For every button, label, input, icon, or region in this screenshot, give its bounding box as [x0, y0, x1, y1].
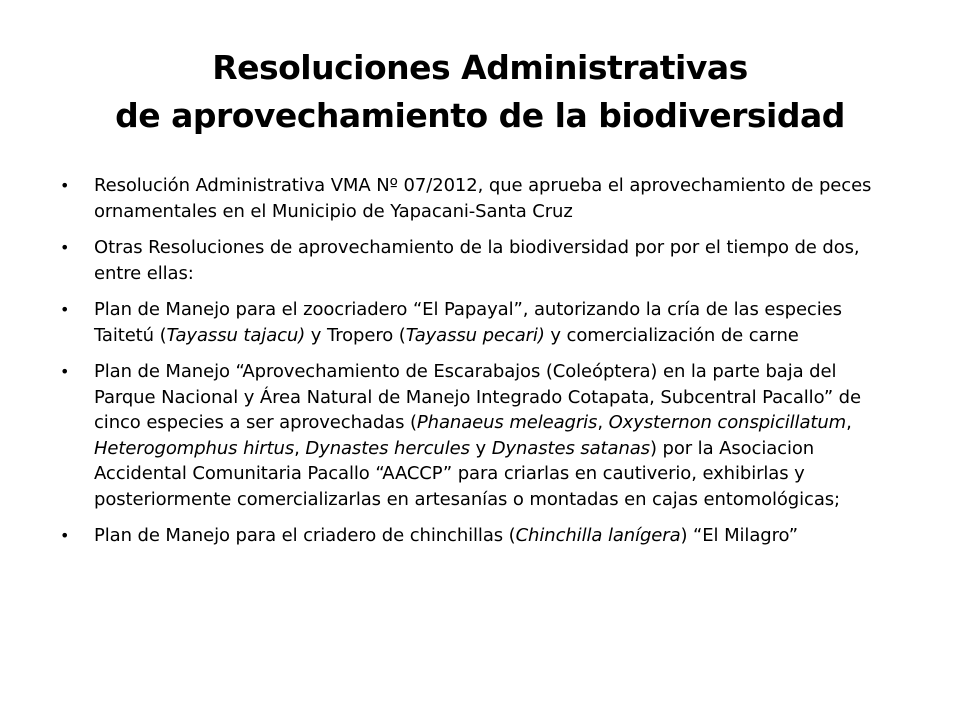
species-name: Phanaeus meleagris	[416, 412, 598, 433]
bullet-item-1	[60, 173, 890, 224]
bullet-text: Otras Resoluciones de aprovechamiento de la biodiversidad por por el tiempo de dos, entre ellas:	[94, 237, 860, 284]
bullet-dot: •	[60, 362, 70, 381]
bullet-dot: •	[60, 176, 70, 195]
bullet-item-2	[60, 235, 890, 286]
species-name: Chinchilla lanígera	[515, 525, 681, 546]
bullet-dot: •	[60, 300, 70, 319]
bullet-dot: •	[60, 238, 70, 257]
bullet-text: ,	[597, 412, 609, 433]
species-name: Oxysternon conspicillatum	[608, 412, 847, 433]
bullet-text: y Tropero (	[305, 324, 406, 346]
species-name: Tayassu pecari)	[405, 324, 545, 346]
bullet-text: ,	[294, 437, 306, 459]
bullet-dot: •	[60, 526, 70, 545]
bullet-item-3	[60, 297, 890, 348]
title-line-2: de aprovechamiento de la biodiversidad	[115, 96, 845, 135]
bullet-text: y	[469, 437, 492, 459]
bullet-item-4	[60, 359, 890, 512]
bullet-text: Plan de Manejo “Aprovechamiento de Escarabajos (Coleóptera) en la parte baja del Parque Nacional y Área Natural de Manejo Integrado Cotapata, Subcentral Pacallo” de cinco especies a ser aprovechadas (	[94, 361, 861, 433]
title-line-1: Resoluciones Administrativas	[212, 48, 748, 87]
bullet-text: ,	[846, 412, 852, 433]
species-name: Heterogomphus hirtus	[94, 437, 295, 459]
bullet-text: y comercialización de carne	[544, 324, 799, 346]
bullet-list	[60, 173, 890, 560]
bullet-text: Resolución Administrativa VMA Nº 07/2012, que aprueba el aprovechamiento de peces ornamentales en el Municipio de Yapacani-Santa Cruz	[94, 175, 872, 222]
species-name: Tayassu tajacu)	[166, 324, 306, 346]
species-name: Dynastes satanas	[491, 437, 650, 459]
bullet-text: ) por la Asociacion Accidental Comunitaria Pacallo “AACCP” para criarlas en cautiverio, exhibirlas y posteriormente comercializarlas en artesanías o montadas en cajas entomológicas;	[94, 437, 840, 510]
bullet-text: ) “El Milagro”	[680, 525, 798, 546]
bullet-text: Plan de Manejo para el criadero de chinchillas (	[94, 525, 516, 546]
slide-title	[40, 44, 920, 140]
bullet-item-5	[60, 523, 890, 549]
species-name: Dynastes hercules	[305, 437, 470, 459]
bullet-text: Plan de Manejo para el zoocriadero “El Papayal”, autorizando la cría de las especies Taitetú (	[94, 299, 842, 346]
